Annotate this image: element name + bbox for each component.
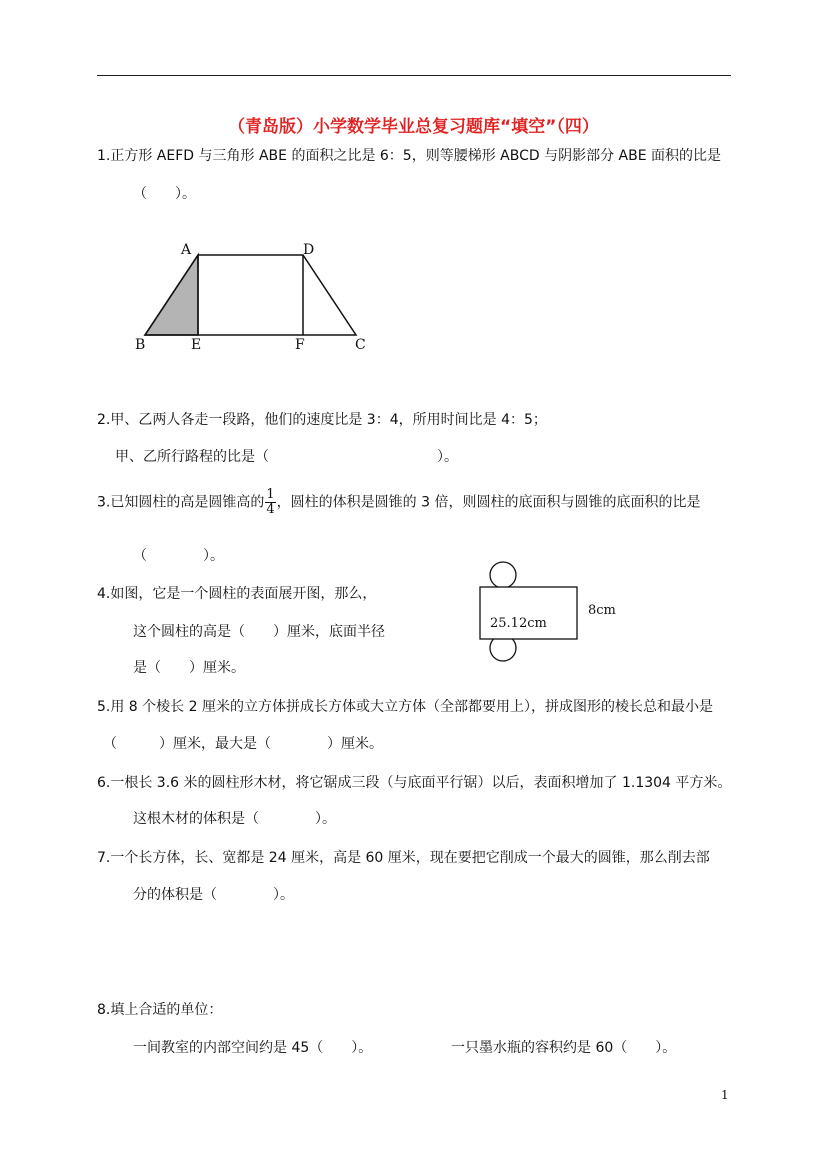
unit-item-classroom: 一间教室的内部空间约是 45（ ）。 (133, 1040, 373, 1056)
question-number: 7. (97, 850, 111, 866)
question-text-cont: ，圆柱的体积是圆锥的 3 倍，则圆柱的底面积与圆锥的底面积的比是 (276, 494, 701, 511)
question-text: 用 8 个棱长 2 厘米的立方体拼成长方体或大立方体（全部都要用上），拼成图形的棱长总和最小是 (110, 699, 713, 715)
question-number: 6. (97, 775, 111, 791)
label-a: A (181, 242, 192, 258)
question-text: 如图，它是一个圆柱的表面展开图，那么， (110, 586, 377, 602)
answer-blank-1: （ ）。 (133, 186, 196, 202)
question-1 (97, 145, 721, 165)
height-label: 8cm (588, 603, 616, 618)
question-number: 1. (97, 148, 111, 164)
answer-blank-7: 分的体积是（ ）。 (133, 887, 294, 903)
question-7 (97, 847, 710, 867)
question-number: 5. (97, 699, 111, 715)
unit-item-ink-bottle: 一只墨水瓶的容积约是 60（ ）。 (451, 1040, 677, 1056)
question-6 (97, 772, 731, 792)
question-4-line-2: 这个圆柱的高是（ ）厘米，底面半径 (133, 624, 385, 640)
question-4-line-3: 是（ ）厘米。 (133, 660, 245, 676)
top-circle (490, 562, 516, 588)
question-3 (97, 488, 700, 517)
question-5 (97, 696, 713, 716)
answer-blank-5: （ ）厘米，最大是（ ）厘米。 (103, 736, 383, 752)
label-c: C (355, 337, 366, 353)
question-8 (97, 999, 222, 1019)
answer-blank-3: （ ）。 (133, 548, 224, 564)
question-4 (97, 583, 376, 603)
question-number: 3. (97, 494, 111, 511)
label-e: E (191, 337, 202, 353)
question-text: 一个长方体，长、宽都是 24 厘米，高是 60 厘米，现在要把它削成一个最大的圆锥，那么削去部 (110, 850, 710, 866)
trapezoid-figure (125, 235, 375, 360)
question-text: 一根长 3.6 米的圆柱形木材，将它锯成三段（与底面平行锯）以后，表面积增加了 1.1304 平方米。 (110, 775, 732, 791)
width-label: 25.12cm (490, 616, 547, 631)
cylinder-net-figure (470, 555, 630, 670)
answer-blank-6: 这根木材的体积是（ ）。 (133, 811, 336, 827)
question-text: 正方形 AEFD 与三角形 ABE 的面积之比是 6：5，则等腰梯形 ABCD 与阴影部分 ABE 面积的比是 (110, 148, 722, 164)
label-b: B (135, 337, 146, 353)
question-text: 已知圆柱的高是圆锥高的 (110, 494, 265, 511)
answer-blank-2: 甲、乙所行路程的比是（ ）。 (115, 449, 458, 465)
page-number: 1 (721, 1088, 729, 1102)
label-d: D (303, 242, 315, 258)
question-text: 甲、乙两人各走一段路，他们的速度比是 3：4，所用时间比是 4：5； (110, 412, 547, 428)
fraction-numerator: 1 (266, 487, 275, 502)
question-number: 2. (97, 412, 111, 428)
question-text: 填上合适的单位： (110, 1002, 223, 1018)
question-number: 8. (97, 1002, 111, 1018)
page-title: （青岛版）小学数学毕业总复习题库“填空”（四） (228, 117, 599, 137)
lateral-rectangle (480, 587, 577, 639)
question-number: 4. (97, 586, 111, 602)
question-2 (97, 409, 547, 429)
header-rule (97, 75, 731, 76)
fraction-denominator: 4 (266, 502, 275, 517)
label-f: F (295, 337, 305, 353)
fraction-one-quarter (265, 488, 275, 517)
